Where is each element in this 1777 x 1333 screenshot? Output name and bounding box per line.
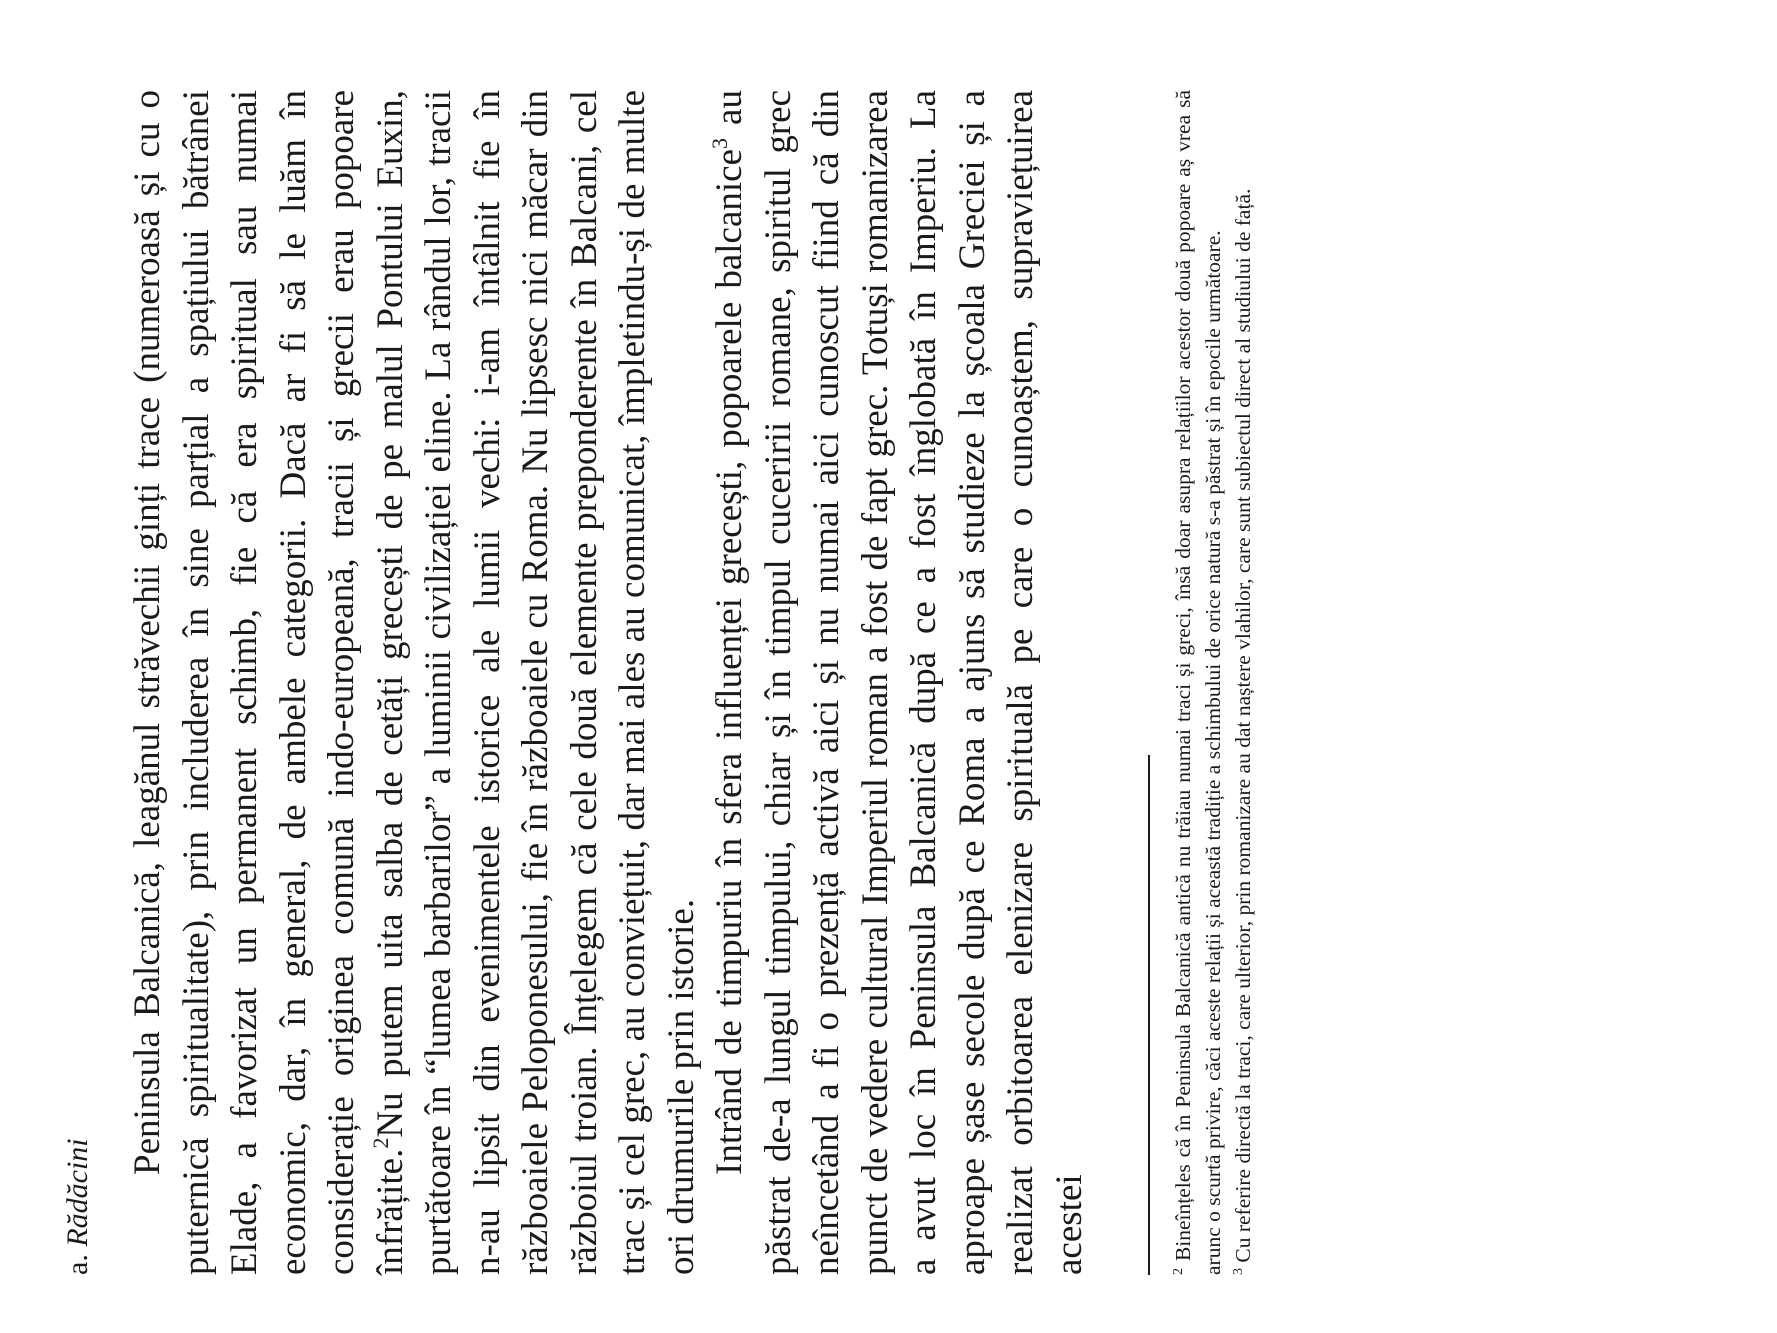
footnote-number: 3: [1231, 1268, 1246, 1275]
section-marker: a.: [61, 1254, 94, 1275]
body-text: [124, 90, 1094, 1275]
paragraph-text: Nu putem uita salba de cetăți grecești de pe malul Pontului Euxin, purtătoare în “lumea barbarilor” a luminii civilizației eline. La rândul lor, tracii n-au lipsit din evenimentele istorice ale lumii vechi: i-am întâlnit fie în războaiele Peloponesului, fie în războaiele cu Roma. Nu lipsesc nici măcar din războiul troian. Înțelegem că cele două elemente preponderente în Balcani, cel trac și cel grec, au conviețuit, dar mai ales au comunicat, împletindu-și de multe ori drumurile prin istorie.: [369, 90, 702, 1275]
paragraph-2: [706, 90, 1094, 1275]
paragraph-text: Intrând de timpuriu în sfera influenței grecești, popoarele balcanice: [709, 149, 750, 1175]
footnote-reference: 2: [367, 1137, 393, 1149]
footnote-2: [1168, 90, 1228, 1275]
footnote-number: 2: [1171, 1268, 1186, 1275]
footnote-text: Bineînțeles că în Peninsula Balcanică antică nu trăiau numai traci și greci, însă doar asupra relațiilor acestor două popoare aș vrea să arunc o scurtă privire, căci aceste relații și această tradiție a schimbului de orice natură s-a păstrat și în epocile următoare.: [1171, 90, 1225, 1275]
section-heading: [58, 90, 98, 1275]
paragraph-text: Peninsula Balcanică, leagănul străvechii ginți trace (numeroasă și cu o puternică spiritualitate), prin includerea în sine parțial a spațiului bătrânei Elade, a favorizat un permanent schimb, fie că era spiritual sau numai economic, dar, în general, de ambele categorii. Dacă ar fi să le luăm în considerație originea comună indo-europeană, tracii și grecii erau popoare înfrățite.: [127, 90, 411, 1275]
paragraph-text: au păstrat de-a lungul timpului, chiar și în timpul cuceririi romane, spiritul grec neîncetând a fi o prezență activă aici și nu numai aici cunoscut fiind că din punct de vedere cultural Imperiul roman a fost de fapt grec. Totuși romanizarea a avut loc în Peninsula Balcanică după ce a fost înglobată în Imperiu. La aproape șase secole după ce Roma a ajuns să studieze la școala Greciei și a realizat orbitoarea elenizare spirituală pe care o cunoaștem, supraviețuirea acestei: [709, 90, 1090, 1275]
footnote-reference: 3: [707, 138, 732, 149]
footnote-divider: [1148, 755, 1150, 1275]
section-title: Rădăcini: [61, 1138, 94, 1247]
footnotes: [1168, 90, 1258, 1275]
footnote-text: Cu referire directă la traci, care ulterior, prin romanizare au dat naștere vlahilor, care sunt subiectul direct al studiului de față.: [1231, 188, 1255, 1268]
footnote-3: [1228, 90, 1258, 1275]
paragraph-1: [124, 90, 706, 1275]
